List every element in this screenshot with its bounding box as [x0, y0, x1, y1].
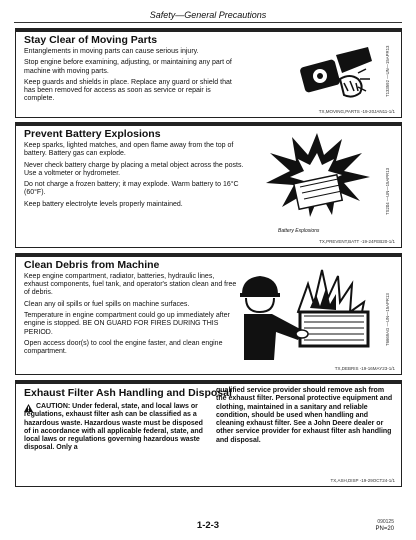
section-footer-code: TX,DEBRIS -19-16MAY23-1/1: [334, 366, 395, 371]
paragraph: Keep engine compartment, radiator, batteries, hydraulic lines, exhaust components, fuel tank, and operator's station clean and free of debris.: [24, 273, 237, 297]
paragraph: Stop engine before examining, adjusting, or maintaining any part of machine with moving parts.: [24, 59, 232, 75]
section-moving-parts: [15, 28, 402, 118]
section-footer-code: TX,ASH,DISP -19-29OCT24-1/1: [330, 478, 395, 483]
paragraph: Clean any oil spills or fuel spills on machine surfaces.: [24, 300, 190, 308]
ash-continued-text: qualified service provider should remove ash from the exhaust filter. Personal protective equipment and clothing, maintained in a sanitary and reliable condition, should be used when handling and cleaning exhaust filter. See a John Deere dealer or other service provider for exhaust filter ash handling and disposal.: [216, 387, 393, 444]
section-top-bar: [16, 254, 401, 257]
paragraph: Keep battery electrolyte levels properly maintained.: [24, 200, 183, 208]
section-top-bar: [16, 123, 401, 126]
paragraph: Open access door(s) to cool the engine faster, and clean engine compartment.: [24, 339, 223, 356]
paragraph: Temperature in engine compartment could go up immediately after engine is stopped. BE ON GUARD FOR FIRES DURING THIS PERIOD.: [24, 312, 230, 336]
section-title: Stay Clear of Moving Parts: [24, 34, 158, 46]
section-top-bar: [16, 381, 401, 384]
header-rule: [14, 22, 402, 23]
page-header: Safety—General Precautions: [149, 10, 267, 20]
section-top-bar: [16, 29, 401, 32]
section-title: Prevent Battery Explosions: [24, 128, 161, 140]
section-text: [24, 273, 238, 360]
debris-fire-illustration: [236, 268, 376, 362]
section-battery: [15, 122, 402, 248]
ash-caution-text: CAUTION: Under federal, state, and local laws or regulations, exhaust filter ash can be classified as a hazardous waste. Hazardous waste must be disposed of in accordance with all applicable federal, state, and local laws or regulations governing hazardous waste disposal. Only a: [24, 403, 203, 452]
page-number: 1-2-3: [196, 520, 220, 531]
paragraph: Never check battery charge by placing a metal object across the posts. Use a voltmeter or hydrometer.: [24, 161, 244, 177]
moving-parts-illustration: [298, 43, 376, 105]
image-code: T133592 —UN—15APR13: [385, 45, 390, 97]
section-title: Exhaust Filter Ash Handling and Disposal: [24, 387, 232, 399]
section-debris: [15, 253, 402, 375]
image-code: T6669AG —UN—15APR13: [385, 293, 390, 346]
section-text: [24, 142, 244, 212]
paragraph: Keep guards and shields in place. Replace any guard or shield that has been removed for access as soon as service or repair is complete.: [24, 78, 232, 103]
footer-small-code: 090125: [377, 519, 394, 525]
image-code: TS204 —UN—15APR13: [385, 167, 390, 215]
battery-explosion-illustration: [262, 131, 372, 225]
section-ash-disposal: [15, 380, 402, 487]
section-footer-code: TX,MOVING,PARTS -19-20JAN11-1/1: [318, 109, 395, 114]
section-title: Clean Debris from Machine: [24, 259, 160, 271]
image-caption: Battery Explosions: [278, 228, 320, 234]
footer-pn: PN=20: [375, 526, 394, 532]
section-text: [24, 48, 239, 107]
paragraph: Keep sparks, lighted matches, and open flame away from the top of battery. Battery gas can explode.: [24, 142, 234, 158]
paragraph: Entanglements in moving parts can cause serious injury.: [24, 48, 199, 55]
section-footer-code: TX,PREVENT,BATT -19-24FEB20-1/1: [319, 239, 395, 244]
paragraph: Do not charge a frozen battery; it may explode. Warm battery to 16°C (60°F).: [24, 181, 239, 197]
